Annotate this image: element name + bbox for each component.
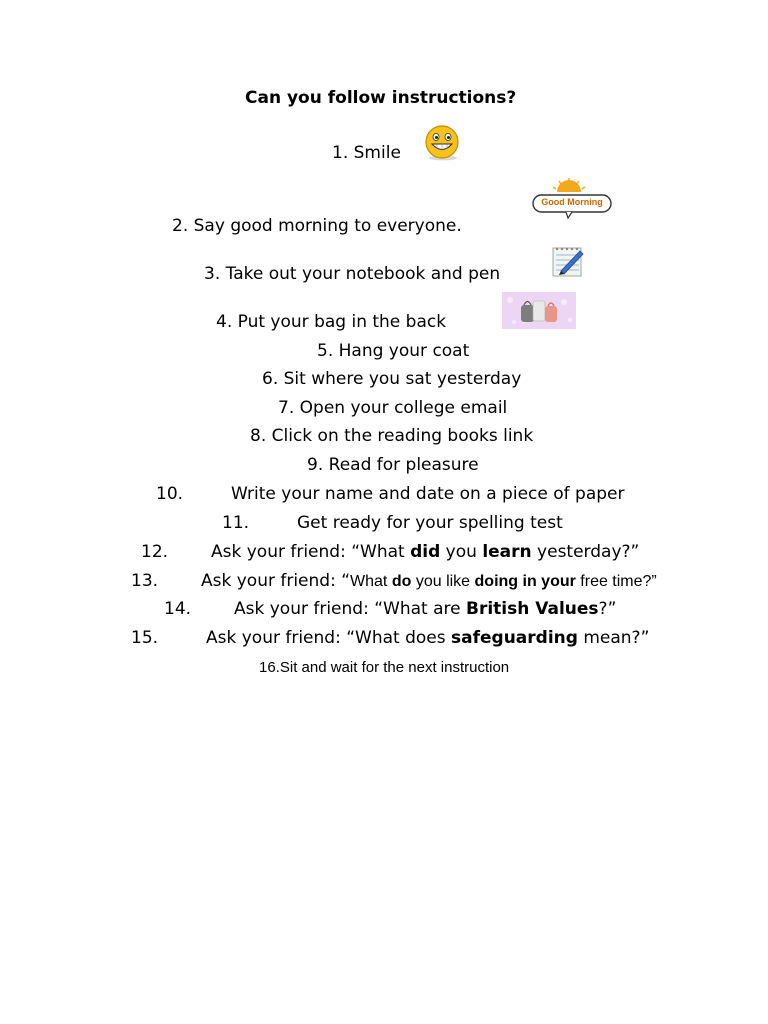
instruction-6: [262, 369, 521, 389]
item-number: 8.: [250, 426, 267, 446]
instruction-14: [164, 599, 616, 619]
item-text: Click on the reading books link: [271, 426, 534, 446]
item-number: 15.: [131, 628, 159, 648]
instruction-7: [278, 398, 507, 418]
item-number: 11.: [222, 513, 250, 533]
item-text: Take out your notebook and pen: [225, 264, 501, 284]
item-text: Hang your coat: [338, 341, 470, 361]
instruction-12: [141, 542, 639, 562]
instruction-10: [156, 484, 624, 504]
instruction-5: [317, 341, 469, 361]
instruction-11: [222, 513, 563, 533]
good-morning-text: Good Morning: [541, 197, 603, 207]
item-number: 14.: [164, 599, 192, 619]
good-morning-sign-icon: [530, 178, 616, 222]
instruction-15: [131, 628, 649, 648]
bags-icon: [502, 292, 576, 329]
item-text: Open your college email: [299, 398, 508, 418]
item-number: 12.: [141, 542, 169, 562]
item-text: Write your name and date on a piece of paper: [231, 484, 625, 504]
item-number: 16.: [259, 659, 280, 676]
smiley-icon: [424, 125, 462, 161]
item-number: 5.: [317, 341, 334, 361]
item-number: 13.: [131, 571, 159, 591]
instruction-4: [216, 312, 446, 332]
item-number: 9.: [307, 455, 324, 475]
item-text: Put your bag in the back: [237, 312, 447, 332]
item-text: Ask your friend: “What do you like doing in your free time?”: [201, 571, 657, 591]
item-text: Ask your friend: “What does safeguarding mean?”: [206, 628, 650, 648]
item-text: Sit where you sat yesterday: [283, 369, 522, 389]
item-text: Read for pleasure: [328, 455, 479, 475]
instruction-13: [131, 571, 657, 592]
item-number: 4.: [216, 312, 233, 332]
item-text: Say good morning to everyone.: [193, 216, 462, 236]
item-text: Ask your friend: “What are British Values?”: [234, 599, 617, 619]
instruction-1: [332, 143, 401, 163]
instruction-9: [307, 455, 479, 475]
instruction-8: [250, 426, 533, 446]
instruction-3: [204, 264, 500, 284]
item-number: 7.: [278, 398, 295, 418]
item-number: 3.: [204, 264, 221, 284]
instruction-16: [259, 658, 509, 678]
instruction-2: [172, 216, 462, 236]
item-text: Smile: [353, 143, 401, 163]
item-number: 6.: [262, 369, 279, 389]
item-text: Sit and wait for the next instruction: [279, 659, 510, 676]
item-number: 10.: [156, 484, 184, 504]
item-text: Ask your friend: “What did you learn yesterday?”: [211, 542, 640, 562]
item-number: 2.: [172, 216, 189, 236]
item-number: 1.: [332, 143, 349, 163]
item-text: Get ready for your spelling test: [297, 513, 563, 533]
page-title: Can you follow instructions?: [245, 88, 517, 108]
notebook-pen-icon: [549, 244, 587, 280]
